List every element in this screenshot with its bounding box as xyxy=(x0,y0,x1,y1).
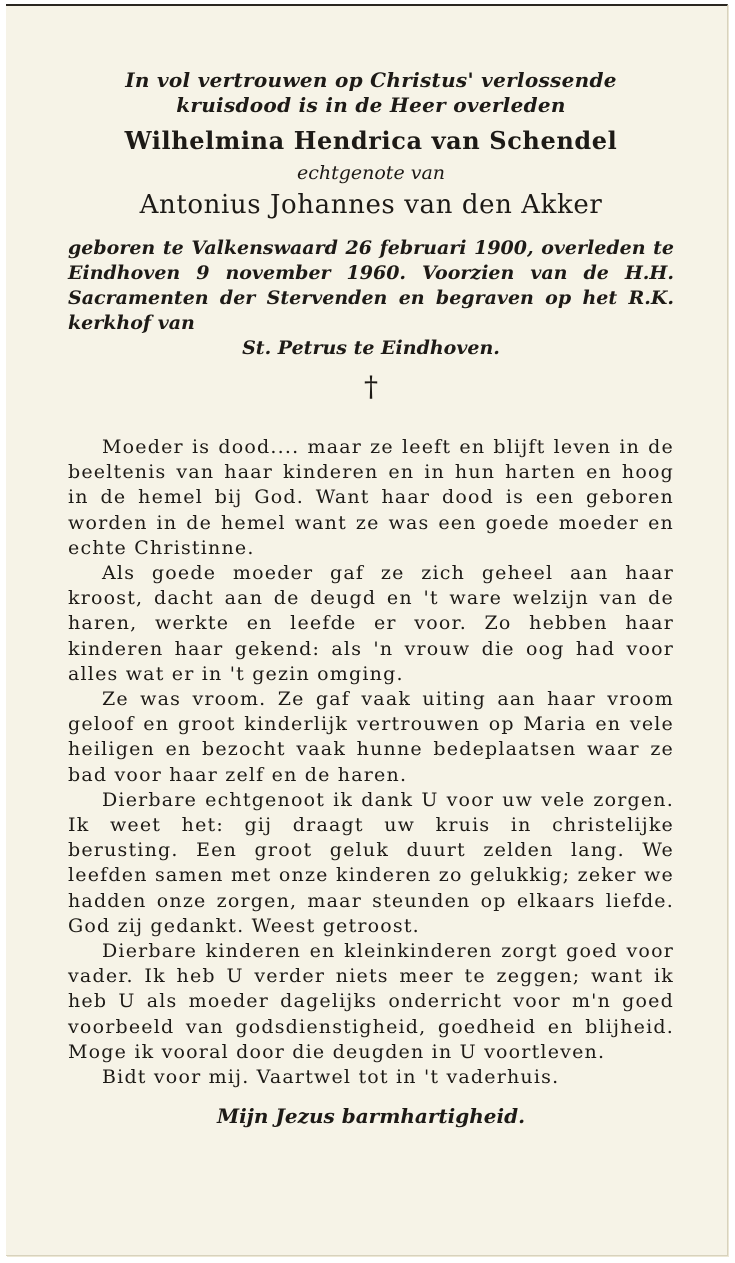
paragraph: Bidt voor mij. Vaartwel tot in 't vaderhuis. xyxy=(102,1066,560,1089)
deceased-name: Wilhelmina Hendrica van Schendel xyxy=(124,126,618,155)
life-details: geboren te Valkenswaard 26 februari 1900, overleden te Eindhoven 9 november 1960. Voorzien van de H.H. Sacramenten der Stervenden en begraven op het R.K. kerkhof van xyxy=(68,237,674,334)
memorial-card xyxy=(6,4,728,1256)
spouse-label: echtgenote van xyxy=(296,162,446,184)
intro-text: In vol vertrouwen op Christus' verlossende kruisdood is in de Heer overleden xyxy=(125,68,617,117)
paragraph: Als goede moeder gaf ze zich geheel aan haar kroost, dacht aan de deugd en 't ware welzijn van de haren, werkte en leefde er voor. Zo hebben haar kinderen haar gekend: als 'n vrouw die oog had voor alles wat er in 't gezin omging. xyxy=(68,562,674,685)
paragraph: Ze was vroom. Ze gaf vaak uiting aan haar vroom geloof en groot kinderlijk vertrouwen op Maria en vele heiligen en bezocht vaak hunne bedeplaatsen waar ze bad voor haar zelf en de haren. xyxy=(68,688,674,786)
paragraph: Dierbare echtgenoot ik dank U voor uw vele zorgen. Ik weet het: gij draagt uw kruis in christelijke berusting. Een groot geluk duurt zelden lang. We leefden samen met onze kinderen zo gelukkig; zeker we hadden onze zorgen, maar steunden op elkaars liefde. God zij gedankt. Weest getroost. xyxy=(68,788,674,937)
card-content xyxy=(68,68,674,1130)
burial-place: St. Petrus te Eindhoven. xyxy=(242,337,500,359)
cross-icon: † xyxy=(364,370,378,403)
paragraph: Moeder is dood.... maar ze leeft en blijft leven in de beeltenis van haar kinderen en in hun harten en hoog in de hemel bij God. Want haar dood is een geboren worden in de hemel want ze was een goede moeder en echte Christinne. xyxy=(68,436,674,559)
spouse-name: Antonius Johannes van den Akker xyxy=(139,190,603,220)
closing-prayer: Mijn Jezus barmhartigheid. xyxy=(216,1104,526,1129)
memorial-text xyxy=(68,435,674,1090)
paragraph: Dierbare kinderen en kleinkinderen zorgt goed voor vader. Ik heb U verder niets meer te zeggen; want ik heb U als moeder dagelijks onderricht voor m'n goed voorbeeld van godsdienstigheid, goedheid en blijheid. Moge ik vooral door die deugden in U voortleven. xyxy=(68,940,674,1063)
